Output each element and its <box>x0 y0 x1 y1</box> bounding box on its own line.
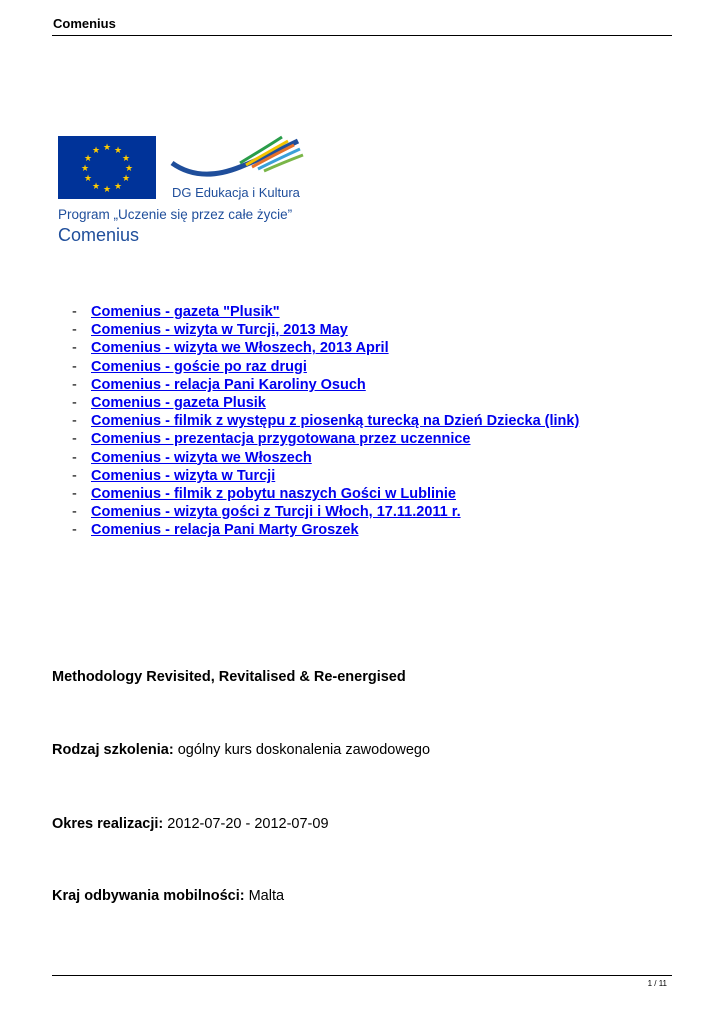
list-item <box>72 521 579 539</box>
field-label: Rodzaj szkolenia: <box>52 742 174 758</box>
list-item <box>72 303 579 321</box>
svg-text:★: ★ <box>91 182 101 192</box>
list-dash: - <box>72 340 77 357</box>
list-item <box>72 485 579 503</box>
list-dash: - <box>72 322 77 339</box>
field-value: ogólny kurs doskonalenia zawodowego <box>173 742 431 758</box>
footer-divider <box>52 975 672 976</box>
list-item <box>72 449 579 467</box>
list-dash: - <box>72 504 77 521</box>
svg-text:★: ★ <box>102 185 112 195</box>
page-header-title: Comenius <box>53 16 116 31</box>
dg-text: DG Edukacja i Kultura <box>172 185 300 200</box>
link-filmik-dzien-dziecka[interactable]: Comenius - filmik z występu z piosenką turecką na Dzień Dziecka (link) <box>91 413 580 430</box>
link-relacja-karoliny-osuch[interactable]: Comenius - relacja Pani Karoliny Osuch <box>91 376 366 393</box>
link-wizyta-w-turcji[interactable]: Comenius - wizyta w Turcji <box>91 467 276 484</box>
list-item <box>72 503 579 521</box>
link-wizyta-wlochy-2013[interactable]: Comenius - wizyta we Włoszech, 2013 April <box>91 340 389 357</box>
link-gazeta-plusik[interactable]: Comenius - gazeta Plusik <box>91 394 266 411</box>
list-dash: - <box>72 394 77 411</box>
svg-text:★: ★ <box>80 164 90 174</box>
link-prezentacja-uczennice[interactable]: Comenius - prezentacja przygotowana przez uczennice <box>91 431 471 448</box>
field-training-type <box>52 742 430 758</box>
list-item <box>72 467 579 485</box>
field-country <box>52 888 284 904</box>
list-dash: - <box>72 431 77 448</box>
svg-text:★: ★ <box>121 174 131 184</box>
list-dash: - <box>72 467 77 484</box>
link-goscie-po-raz-drugi[interactable]: Comenius - goście po raz drugi <box>91 358 307 375</box>
list-item <box>72 376 579 394</box>
link-gazeta-plusik-quoted[interactable]: Comenius - gazeta "Plusik" <box>91 304 280 320</box>
svg-text:★: ★ <box>121 154 131 164</box>
field-label: Okres realizacji: <box>52 816 164 832</box>
field-value: 2012-07-20 - 2012-07-09 <box>163 816 329 832</box>
list-dash: - <box>72 449 77 466</box>
svg-text:★: ★ <box>102 143 112 153</box>
link-filmik-lublin[interactable]: Comenius - filmik z pobytu naszych Gości w Lublinie <box>91 485 456 502</box>
svg-text:★: ★ <box>124 164 134 174</box>
field-label: Kraj odbywania mobilności: <box>52 888 245 904</box>
list-item <box>72 358 579 376</box>
list-dash: - <box>72 413 77 430</box>
field-value: Malta <box>244 888 285 904</box>
list-dash: - <box>72 304 77 320</box>
svg-text:★: ★ <box>91 146 101 156</box>
link-wizyta-turcja-2013[interactable]: Comenius - wizyta w Turcji, 2013 May <box>91 322 348 339</box>
comenius-logo-text: Comenius <box>58 225 140 245</box>
lifelong-learning-logo <box>52 133 312 248</box>
lifelong-learning-swoosh-icon <box>170 133 305 188</box>
comenius-links-list <box>72 303 579 539</box>
list-item <box>72 321 579 339</box>
field-period <box>52 816 329 832</box>
eu-flag-icon <box>58 136 156 199</box>
svg-text:★: ★ <box>83 174 93 184</box>
list-dash: - <box>72 522 77 539</box>
list-dash: - <box>72 358 77 375</box>
program-text: Program „Uczenie się przez całe życie” <box>58 207 293 222</box>
course-title: Methodology Revisited, Revitalised & Re-energised <box>52 669 406 685</box>
svg-text:★: ★ <box>113 182 123 192</box>
link-wizyta-we-wloszech[interactable]: Comenius - wizyta we Włoszech <box>91 449 312 466</box>
link-wizyta-gosci-2011[interactable]: Comenius - wizyta gości z Turcji i Włoch, 17.11.2011 r. <box>91 504 461 521</box>
list-item <box>72 339 579 357</box>
list-item <box>72 412 579 430</box>
header-divider <box>52 35 672 36</box>
link-relacja-marty-groszek[interactable]: Comenius - relacja Pani Marty Groszek <box>91 522 359 539</box>
list-dash: - <box>72 485 77 502</box>
page-number: 1 / 11 <box>647 979 667 988</box>
svg-text:★: ★ <box>83 154 93 164</box>
list-item <box>72 394 579 412</box>
list-dash: - <box>72 376 77 393</box>
list-item <box>72 430 579 448</box>
svg-text:★: ★ <box>113 146 123 156</box>
